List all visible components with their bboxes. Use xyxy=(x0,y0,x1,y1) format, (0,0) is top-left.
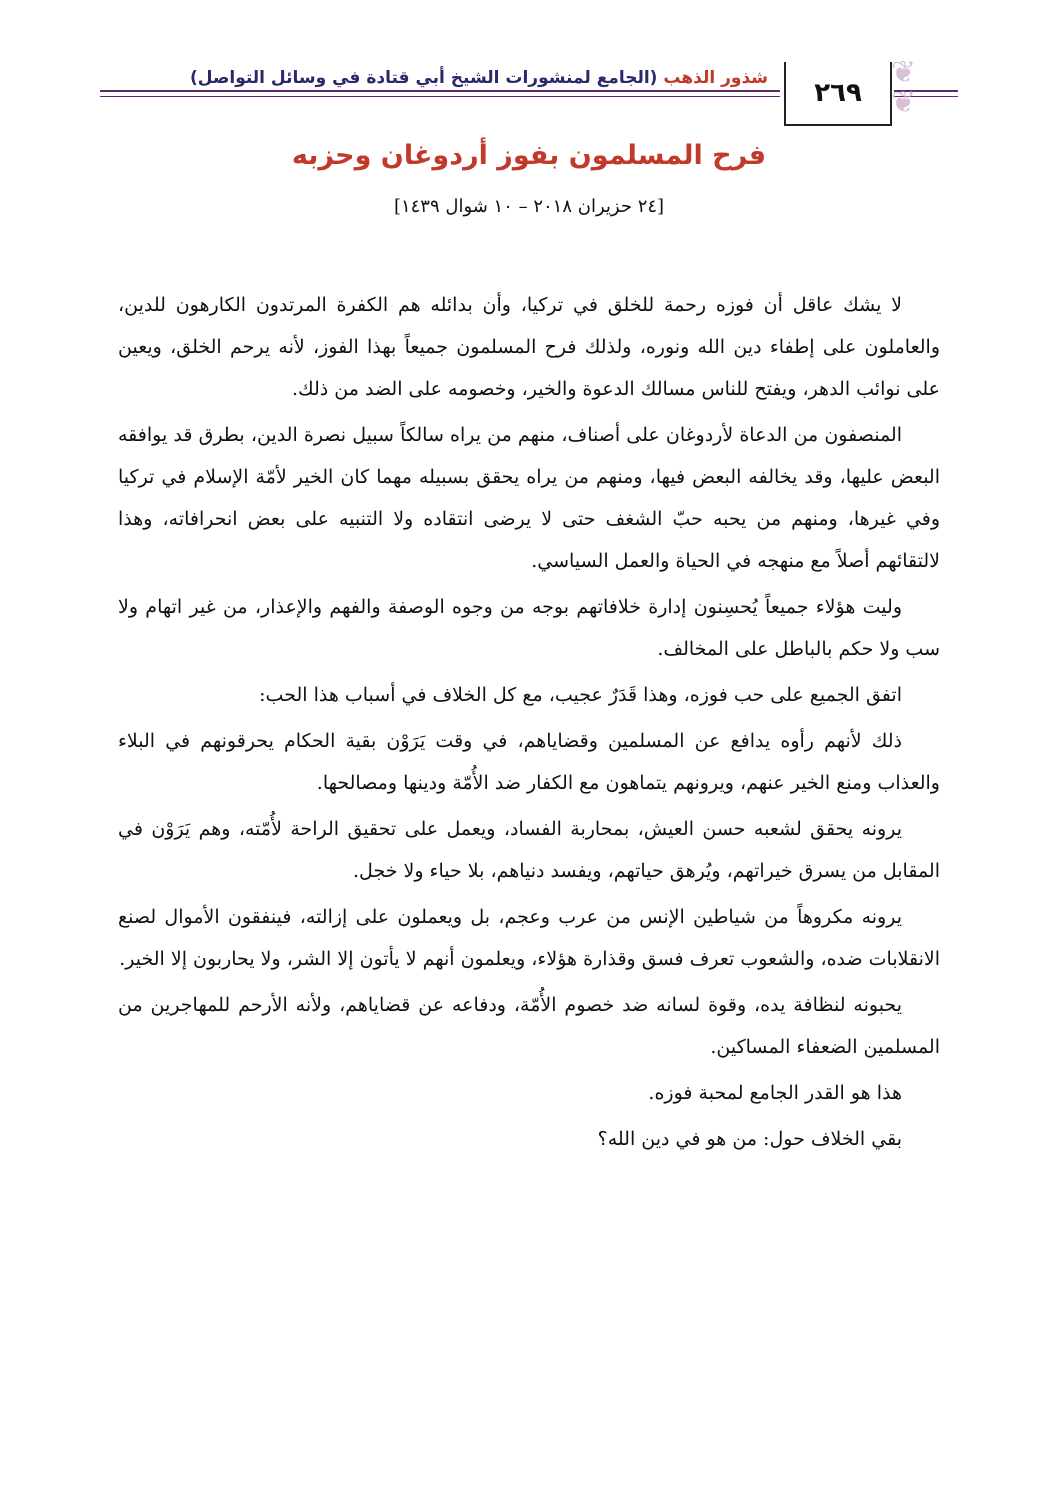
article-title: فرح المسلمون بفوز أردوغان وحزبه xyxy=(291,140,767,171)
paragraph: يحبونه لنظافة يده، وقوة لسانه ضد خصوم الأُمّة، ودفاعه عن قضاياهم، ولأنه الأرحم للمهاجرين من المسلمين الضعفاء المساكين. xyxy=(118,994,940,1058)
paragraph: لا يشك عاقل أن فوزه رحمة للخلق في تركيا، وأن بدائله هم الكفرة المرتدون الكارهون للدين، والعاملون على إطفاء دين الله ونوره، ولذلك فرح المسلمون جميعاً بهذا الفوز، لأنه يرحم الخلق، ويعين على نوائب الدهر، ويفتح للناس مسالك الدعوة والخير، وخصومه على الضد من ذلك. xyxy=(118,294,940,400)
header-rule-thin xyxy=(100,96,780,97)
paragraph: وليت هؤلاء جميعاً يُحسِنون إدارة خلافاتهم بوجه من وجوه الوصفة والفهم والإعذار، من غير اتهام ولا سب ولا حكم بالباطل على المخالف. xyxy=(118,596,940,660)
paragraph: المنصفون من الدعاة لأردوغان على أصناف، منهم من يراه سالكاً سبيل نصرة الدين، بطرق قد يوافقه البعض عليها، وقد يخالفه البعض فيها، ومنهم من يراه يحقق بسبيله مهما كان الخير لأمّة الإسلام في تركيا وفي غيرها، ومنهم من يحبه حبّ الشغف حتى لا يرضى انتقاده ولا التنبيه على بعض انحرافاته، وهذا لالتقائهم أصلاً مع منهجه في الحياة والعمل السياسي. xyxy=(118,424,940,572)
paragraph: اتفق الجميع على حب فوزه، وهذا قَدَرٌ عجيب، مع كل الخلاف في أسباب هذا الحب: xyxy=(259,684,902,706)
article-date: [٢٤ حزيران ٢٠١٨ – ١٠ شوال ١٤٣٩] xyxy=(393,196,665,217)
paragraph: يرونه مكروهاً من شياطين الإنس من عرب وعجم، بل ويعملون على إزالته، فينفقون الأموال لصنع الانقلابات ضده، والشعوب تعرف فسق وقذارة هؤلاء، ويعلمون أنهم لا يأتون إلا الشر، ولا يحاربون إلا الخير. xyxy=(118,906,940,970)
header-book-title xyxy=(108,68,768,88)
page-number: ٢٦٩ xyxy=(784,62,892,126)
paragraph: بقي الخلاف حول: من هو في دين الله؟ xyxy=(597,1128,902,1150)
paragraph: يرونه يحقق لشعبه حسن العيش، بمحاربة الفساد، ويعمل على تحقيق الراحة لأُمّته، وهم يَرَوْن في المقابل من يسرق خيراتهم، ويُرهق حياتهم، ويفسد دنياهم، بلا حياء ولا خجل. xyxy=(118,818,940,882)
article-body xyxy=(118,284,940,1164)
floral-ornament-icon: ❦ ❦ xyxy=(890,55,916,120)
header-brand: شذور الذهب xyxy=(663,68,768,88)
paragraph: ذلك لأنهم رأوه يدافع عن المسلمين وقضاياهم، في وقت يَرَوْن بقية الحكام يحرقونهم في البلاء والعذاب ومنع الخير عنهم، ويرونهم يتماهون مع الكفار ضد الأُمّة ودينها ومصالحها. xyxy=(118,730,940,794)
running-header xyxy=(100,55,958,132)
paragraph: هذا هو القدر الجامع لمحبة فوزه. xyxy=(648,1082,902,1104)
header-rule xyxy=(100,90,780,92)
header-subtitle: (الجامع لمنشورات الشيخ أبي قتادة في وسائل التواصل) xyxy=(190,68,664,88)
